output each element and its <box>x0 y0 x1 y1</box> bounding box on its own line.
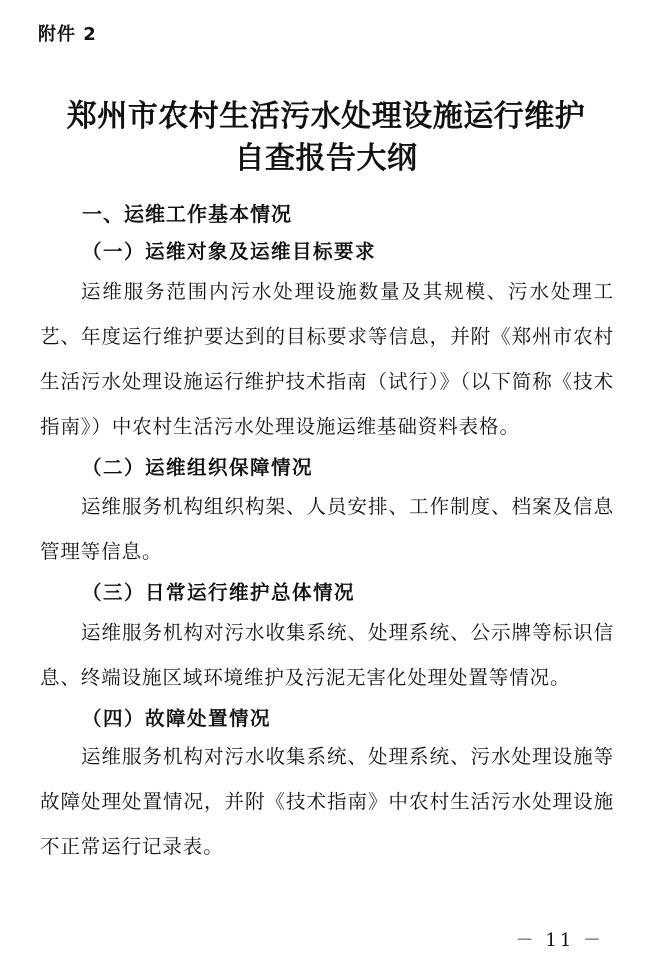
subsection-body-2: 运维服务机构组织构架、人员安排、工作制度、档案及信息管理等信息。 <box>40 495 614 563</box>
document-title-line1: 郑州市农村生活污水处理设施运行维护 <box>66 99 586 134</box>
subsection-body-3: 运维服务机构对污水收集系统、处理系统、公示牌等标识信息、终端设施区域环境维护及污泥无害化处理处置等情况。 <box>40 621 614 689</box>
subsection-body-4: 运维服务机构对污水收集系统、处理系统、污水处理设施等故障处理处置情况，并附《技术指南》中农村生活污水处理设施不正常运行记录表。 <box>40 745 614 858</box>
subsection-heading-2: （二）运维组织保障情况 <box>82 456 314 479</box>
document-title-line2: 自查报告大纲 <box>234 141 418 176</box>
subsection-body-1: 运维服务范围内污水处理设施数量及其规模、污水处理工艺、年度运行维护要达到的目标要求等信息，并附《郑州市农村生活污水处理设施运行维护技术指南（试行）》（以下简称《技术指南》）中农村生活污水处理设施运维基础资料表格。 <box>40 280 614 438</box>
page-number: － 11 － <box>515 930 604 951</box>
subsection-heading-4: （四）故障处置情况 <box>82 707 272 730</box>
section-heading: 一、运维工作基本情况 <box>82 202 292 226</box>
attachment-label: 附件 2 <box>38 24 97 45</box>
subsection-heading-1: （一）运维对象及运维目标要求 <box>82 240 377 263</box>
subsection-heading-3: （三）日常运行维护总体情况 <box>82 581 356 604</box>
